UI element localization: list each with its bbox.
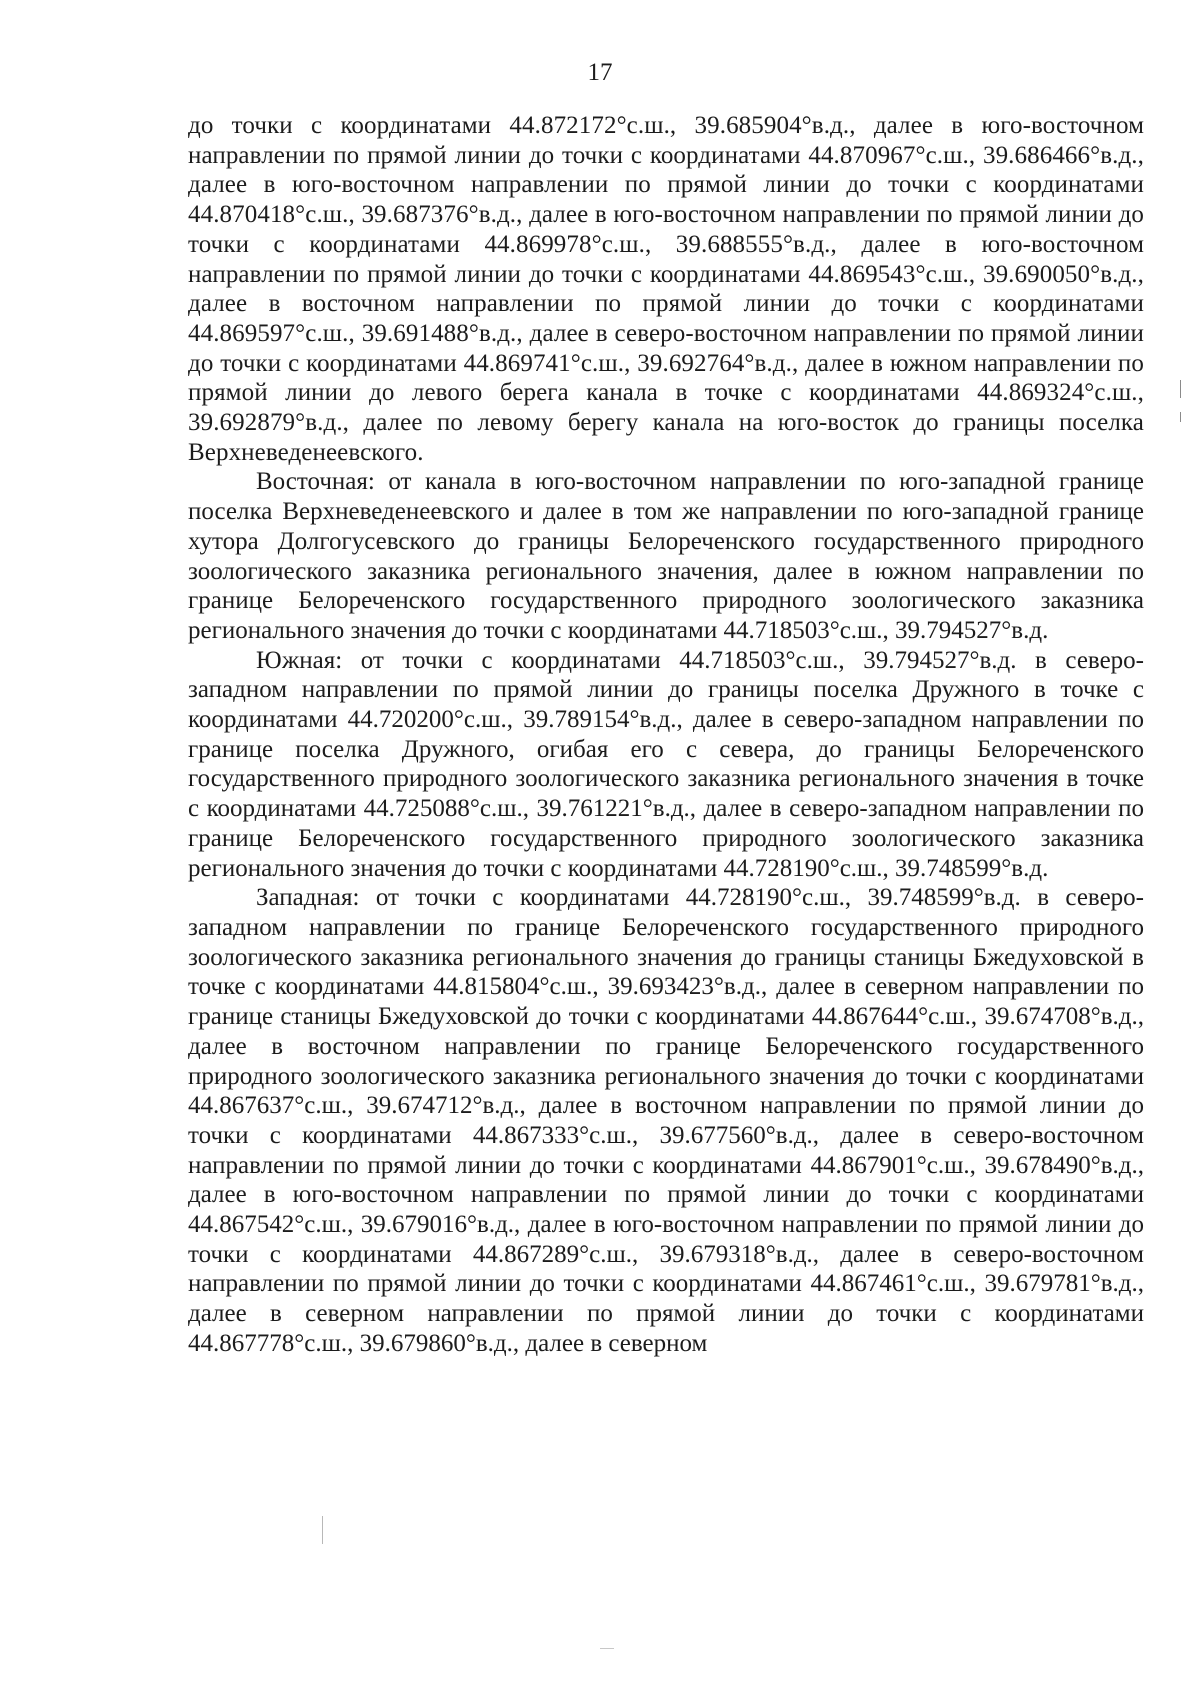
paragraph-western-boundary: Западная: от точки с координатами 44.728190°с.ш., 39.748599°в.д. в северо-западном направлении по границе Белореченского государственного природного зоологического заказника регионального значения до границы станицы Бжедуховской в точке с координатами 44.815804°с.ш., 39.693423°в.д., далее в северном направлении по границе станицы Бжедуховской до точки с координатами 44.867644°с.ш., 39.674708°в.д., далее в восточном направлении по границе Белореченского государственного природного зоологического заказника регионального значения до точки с координатами 44.867637°с.ш., 39.674712°в.д., далее в восточном направлении по прямой линии до точки с координатами 44.867333°с.ш., 39.677560°в.д., далее в северо-восточном направлении по прямой линии до точки с координатами 44.867901°с.ш., 39.678490°в.д., далее в юго-восточном направлении по прямой линии до точки с координатами 44.867542°с.ш., 39.679016°в.д., далее в юго-восточном направлении по прямой линии до точки с координатами 44.867289°с.ш., 39.679318°в.д., далее в северо-восточном направлении по прямой линии до точки с координатами 44.867461°с.ш., 39.679781°в.д., далее в северном направлении по прямой линии до точки с координатами 44.867778°с.ш., 39.679860°в.д., далее в северном — [188, 884, 1144, 1357]
page-number: 17 — [587, 59, 613, 86]
paragraph-southern-boundary: Южная: от точки с координатами 44.718503°с.ш., 39.794527°в.д. в северо-западном направлении по прямой линии до границы поселка Дружного в точке с координатами 44.720200°с.ш., 39.789154°в.д., далее в северо-западном направлении по границе поселка Дружного, огибая его с севера, до границы Белореченского государственного природного зоологического заказника регионального значения в точке с координатами 44.725088°с.ш., 39.761221°в.д., далее в северо-западном направлении по границе Белореченского государственного природного зоологического заказника регионального значения до точки с координатами 44.728190°с.ш., 39.748599°в.д. — [188, 646, 1144, 882]
paragraph-continuation: до точки с координатами 44.872172°с.ш., 39.685904°в.д., далее в юго-восточном направлении по прямой линии до точки с координатами 44.870967°с.ш., 39.686466°в.д., далее в юго-восточном направлении по прямой линии до точки с координатами 44.870418°с.ш., 39.687376°в.д., далее в юго-восточном направлении по прямой линии до точки с координатами 44.869978°с.ш., 39.688555°в.д., далее в юго-восточном направлении по прямой линии до точки с координатами 44.869543°с.ш., 39.690050°в.д., далее в восточном направлении по прямой линии до точки с координатами 44.869597°с.ш., 39.691488°в.д., далее в северо-восточном направлении по прямой линии до точки с координатами 44.869741°с.ш., 39.692764°в.д., далее в южном направлении по прямой линии до левого берега канала в точке с координатами 44.869324°с.ш., 39.692879°в.д., далее по левому берегу канала на юго-восток до границы поселка Верхневеденеевского. — [188, 112, 1144, 466]
scan-artifact — [1180, 380, 1181, 398]
paragraph-eastern-boundary: Восточная: от канала в юго-восточном направлении по юго-западной границе поселка Верхневеденеевского и далее в том же направлении по юго-западной границе хутора Долгогусевского до границы Белореченского государственного природного зоологического заказника регионального значения, далее в южном направлении по границе Белореченского государственного природного зоологического заказника регионального значения до точки с координатами 44.718503°с.ш., 39.794527°в.д. — [188, 468, 1144, 644]
document-body — [188, 111, 1144, 1359]
scan-artifact — [322, 1516, 323, 1544]
scan-artifact — [600, 1648, 614, 1649]
scan-artifact — [1180, 412, 1181, 422]
